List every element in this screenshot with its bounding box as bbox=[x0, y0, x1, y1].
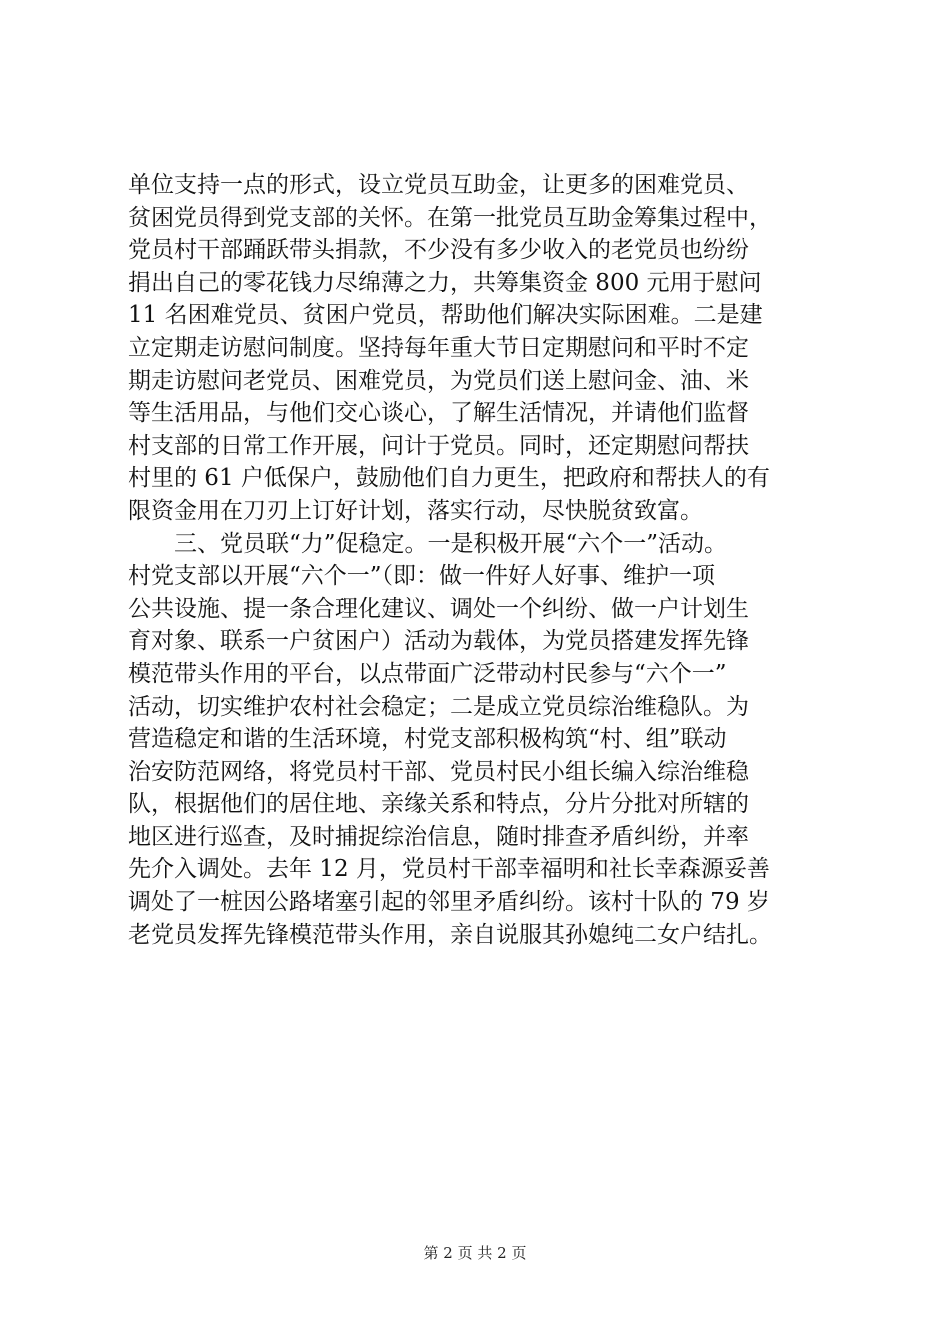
text-line: 村党支部以开展“六个一”（即：做一件好人好事、维护一项 bbox=[128, 563, 716, 590]
text-line: 老党员发挥先锋模范带头作用，亲自说服其孙媳纯二女户结扎。 bbox=[128, 921, 772, 948]
text-line: 党员村干部踊跃带头捐款，不少没有多少收入的老党员也纷纷 bbox=[128, 237, 749, 264]
text-line: 营造稳定和谐的生活环境，村党支部积极构筑“村、组”联动 bbox=[128, 726, 727, 753]
text-line: 队，根据他们的居住地、亲缘关系和特点，分片分批对所辖的 bbox=[128, 791, 749, 818]
text-line: 村支部的日常工作开展，问计于党员。同时，还定期慰问帮扶 bbox=[128, 432, 749, 459]
text-line: 立定期走访慰问制度。坚持每年重大节日定期慰问和平时不定 bbox=[128, 334, 749, 361]
text-line: 贫困党员得到党支部的关怀。在第一批党员互助金筹集过程中， bbox=[128, 204, 772, 231]
body-text bbox=[128, 169, 858, 951]
text-line: 限资金用在刀刃上订好计划，落实行动，尽快脱贫致富。 bbox=[128, 497, 703, 524]
text-line: 公共设施、提一条合理化建议、调处一个纠纷、做一户计划生 bbox=[128, 595, 749, 622]
text-line: 模范带头作用的平台，以点带面广泛带动村民参与“六个一” bbox=[128, 660, 727, 687]
text-line: 等生活用品，与他们交心谈心，了解生活情况，并请他们监督 bbox=[128, 400, 749, 427]
text-line: 调处了一桩因公路堵塞引起的邻里矛盾纠纷。该村十队的 79 岁 bbox=[128, 889, 770, 916]
text-line: 单位支持一点的形式，设立党员互助金，让更多的困难党员、 bbox=[128, 172, 749, 198]
text-line: 育对象、联系一户贫困户）活动为载体，为党员搭建发挥先锋 bbox=[128, 628, 749, 655]
text-line: 治安防范网络，将党员村干部、党员村民小组长编入综治维稳 bbox=[128, 758, 749, 785]
text-line: 活动，切实维护农村社会稳定；二是成立党员综治维稳队。为 bbox=[128, 693, 749, 720]
text-line: 村里的 61 户低保户，鼓励他们自力更生，把政府和帮扶人的有 bbox=[128, 465, 770, 492]
text-line: 11 名困难党员、贫困户党员，帮助他们解决实际困难。二是建 bbox=[128, 302, 763, 329]
text-line: 先介入调处。去年 12 月，党员村干部幸福明和社长幸森源妥善 bbox=[128, 856, 770, 883]
text-line: 地区进行巡查，及时捕捉综治信息，随时排查矛盾纠纷，并率 bbox=[128, 823, 749, 850]
text-line: 期走访慰问老党员、困难党员，为党员们送上慰问金、油、米 bbox=[128, 367, 749, 394]
text-line: 捐出自己的零花钱力尽绵薄之力，共筹集资金 800 元用于慰问 bbox=[128, 269, 762, 296]
page-number-footer: 第 2 页 共 2 页 bbox=[423, 1244, 527, 1262]
section-heading-line: 三、党员联“力”促稳定。一是积极开展“六个一”活动。 bbox=[128, 530, 728, 557]
